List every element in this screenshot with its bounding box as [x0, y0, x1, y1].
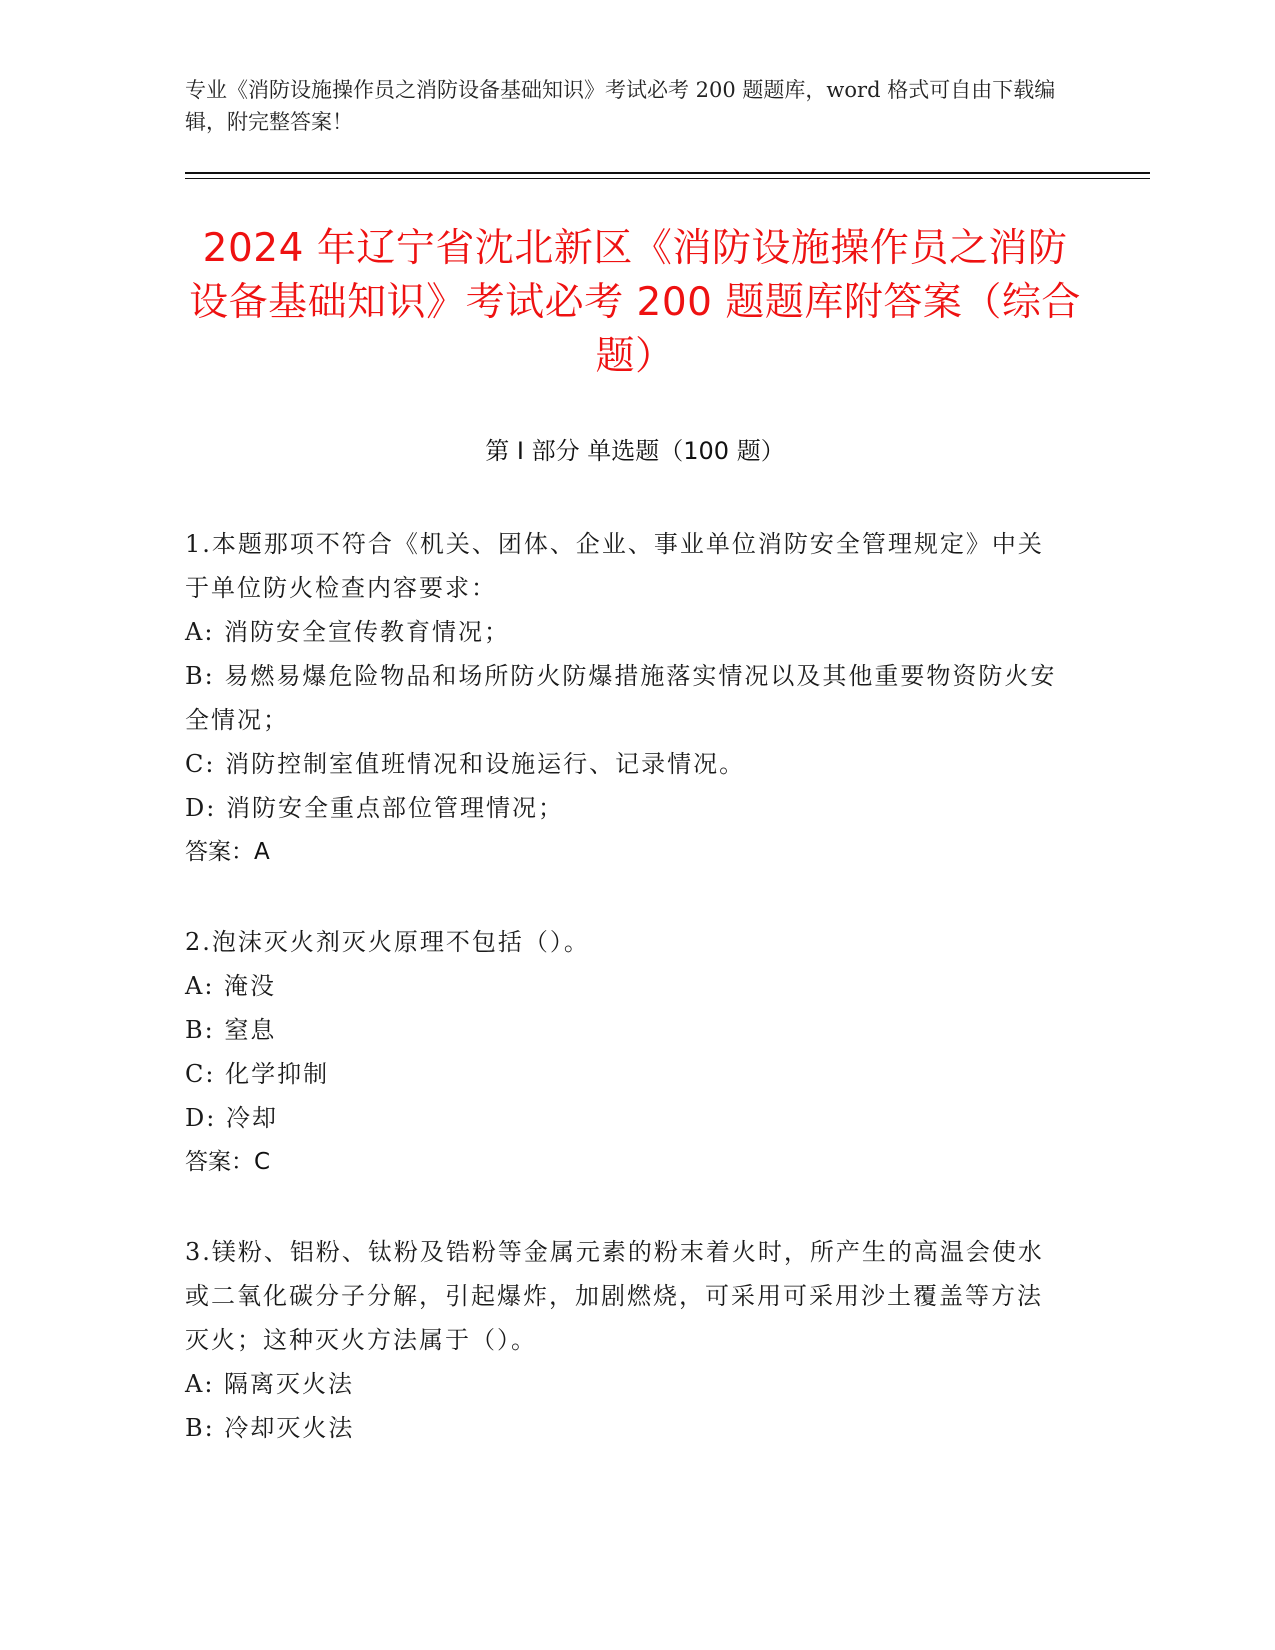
- document-title: 2024 年辽宁省沈北新区《消防设施操作员之消防设备基础知识》考试必考 200 题题库附答案（综合题）: [189, 226, 1081, 379]
- option-a: A: 消防安全宣传教育情况；: [185, 618, 511, 646]
- answer-line: 答案：A: [185, 839, 270, 865]
- option-c: C: 化学抑制: [185, 1060, 330, 1088]
- option-d: D: 冷却: [185, 1104, 278, 1132]
- answer-line: 答案：C: [185, 1149, 271, 1175]
- question-stem: 2.泡沫灭火剂灭火原理不包括（）。: [185, 928, 590, 956]
- option-c: C: 消防控制室值班情况和设施运行、记录情况。: [185, 750, 746, 778]
- question-2: [185, 920, 1065, 1184]
- option-a: A: 淹没: [185, 972, 277, 1000]
- question-1: [185, 522, 1065, 874]
- header-note: 专业《消防设施操作员之消防设备基础知识》考试必考 200 题题库，word 格式可自由下载编辑，附完整答案！: [185, 78, 1056, 134]
- question-stem: 3.镁粉、铝粉、钛粉及锆粉等金属元素的粉末着火时，所产生的高温会使水或二氧化碳分子分解，引起爆炸，加剧燃烧，可采用可采用沙土覆盖等方法灭火；这种灭火方法属于（）。: [185, 1238, 1044, 1354]
- option-b: B: 易燃易爆危险物品和场所防火防爆措施落实情况以及其他重要物资防火安全情况；: [185, 662, 1057, 734]
- question-3: [185, 1230, 1065, 1450]
- section-heading: 第 I 部分 单选题（100 题）: [485, 437, 785, 465]
- option-b: B: 冷却灭火法: [185, 1414, 355, 1442]
- header-rule-thick: [185, 172, 1150, 174]
- header-rule-thin: [185, 178, 1150, 179]
- question-stem: 1.本题那项不符合《机关、团体、企业、事业单位消防安全管理规定》中关于单位防火检查内容要求：: [185, 530, 1044, 602]
- option-b: B: 窒息: [185, 1016, 277, 1044]
- question-list: [185, 522, 1065, 1496]
- option-a: A: 隔离灭火法: [185, 1370, 355, 1398]
- option-d: D: 消防安全重点部位管理情况；: [185, 794, 564, 822]
